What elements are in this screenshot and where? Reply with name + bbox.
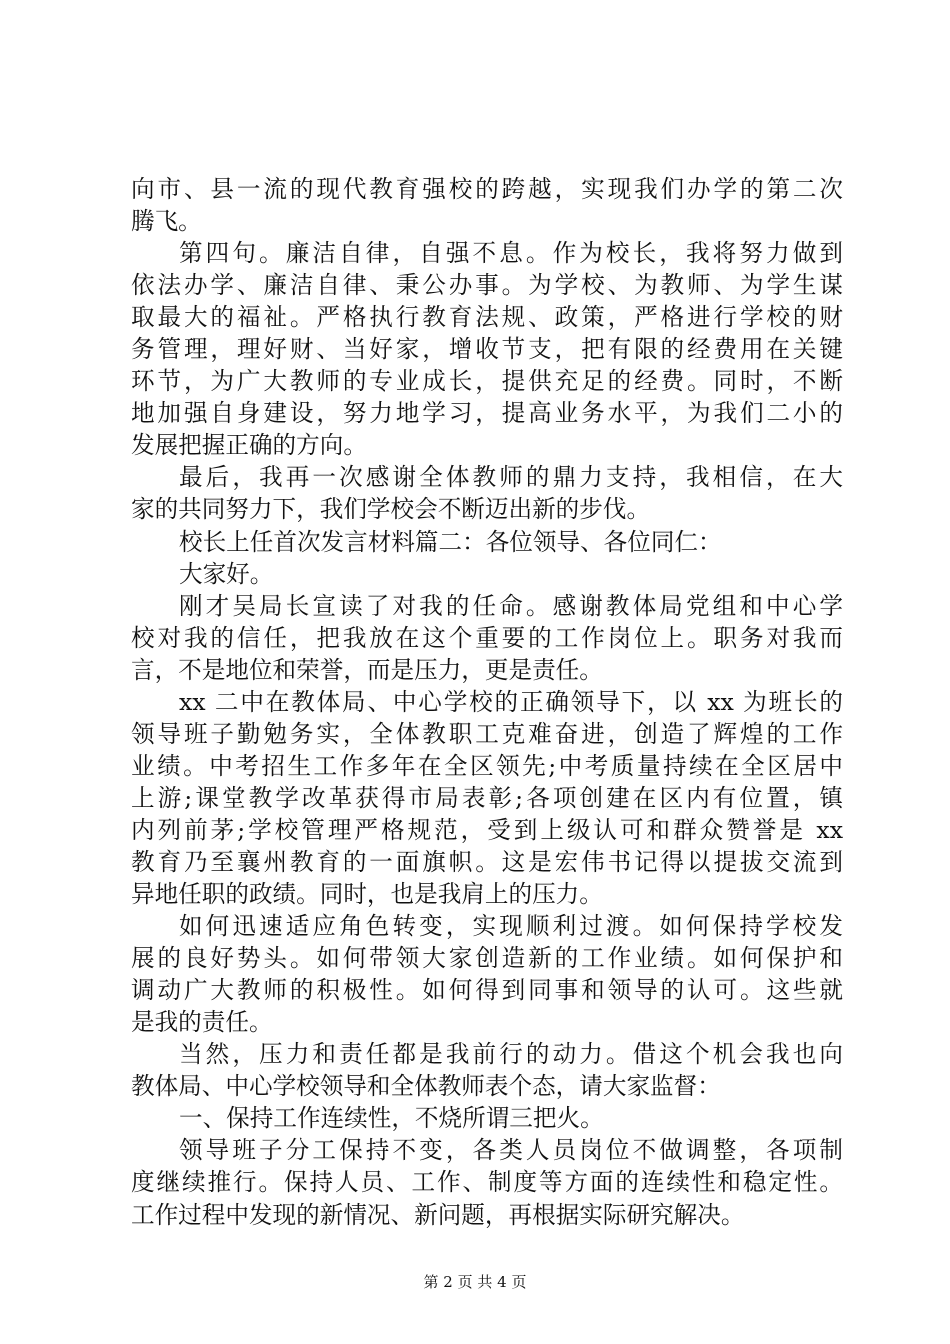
- text-line: 上游;课堂教学改革获得市局表彰;各项创建在区内有位置，镇: [131, 783, 843, 812]
- paragraph-first-line: 刚才吴局长宣读了对我的任命。感谢教体局党组和中心学: [179, 591, 843, 620]
- text-line: 展的良好势头。如何带领大家创造新的工作业绩。如何保护和: [131, 944, 843, 973]
- section-heading: 一、保持工作连续性，不烧所谓三把火。: [179, 1104, 604, 1133]
- section-heading: 校长上任首次发言材料篇二：各位领导、各位同仁：: [179, 527, 722, 556]
- text-line: 校对我的信任，把我放在这个重要的工作岗位上。职务对我而: [131, 623, 843, 652]
- text-line: 工作过程中发现的新情况、新问题，再根据实际研究解决。: [131, 1200, 745, 1229]
- text-line: 环节，为广大教师的专业成长，提供充足的经费。同时，不断: [131, 367, 843, 396]
- text-line: 业绩。中考招生工作多年在全区领先;中考质量持续在全区居中: [131, 751, 843, 780]
- text-line: 是我的责任。: [131, 1008, 273, 1037]
- text-line: 腾飞。: [131, 207, 202, 236]
- paragraph-first-line: 当然，压力和责任都是我前行的动力。借这个机会我也向: [179, 1040, 843, 1069]
- paragraph-first-line: 领导班子分工保持不变，各类人员岗位不做调整，各项制: [179, 1136, 843, 1165]
- paragraph-first-line: 第四句。廉洁自律，自强不息。作为校长，我将努力做到: [179, 239, 843, 268]
- paragraph-first-line: xx 二中在教体局、中心学校的正确领导下，以 xx 为班长的: [179, 687, 843, 716]
- text-line: 教育乃至襄州教育的一面旗帜。这是宏伟书记得以提拔交流到: [131, 847, 843, 876]
- paragraph-first-line: 如何迅速适应角色转变，实现顺利过渡。如何保持学校发: [179, 912, 843, 941]
- text-line: 家的共同努力下，我们学校会不断迈出新的步伐。: [131, 495, 651, 524]
- text-line: 地加强自身建设，努力地学习，提高业务水平，为我们二小的: [131, 399, 843, 428]
- paragraph-first-line: 最后，我再一次感谢全体教师的鼎力支持，我相信，在大: [179, 463, 843, 492]
- text-line: 取最大的福祉。严格执行教育法规、政策，严格进行学校的财: [131, 303, 843, 332]
- text-line: 发展把握正确的方向。: [131, 431, 367, 460]
- text-line: 领导班子勤勉务实，全体教职工克难奋进，创造了辉煌的工作: [131, 719, 843, 748]
- text-line: 异地任职的政绩。同时，也是我肩上的压力。: [131, 880, 603, 909]
- text-line: 言，不是地位和荣誉，而是压力，更是责任。: [131, 655, 603, 684]
- text-line: 务管理，理好财、当好家，增收节支，把有限的经费用在关键: [131, 335, 843, 364]
- text-line: 教体局、中心学校领导和全体教师表个态，请大家监督：: [131, 1072, 721, 1101]
- page-number-footer: 第 2 页 共 4 页: [423, 1273, 527, 1291]
- text-line: 向市、县一流的现代教育强校的跨越，实现我们办学的第二次: [131, 175, 843, 203]
- text-line: 依法办学、廉洁自律、秉公办事。为学校、为教师、为学生谋: [131, 271, 843, 300]
- text-line: 度继续推行。保持人员、工作、制度等方面的连续性和稳定性。: [131, 1168, 843, 1197]
- text-line: 调动广大教师的积极性。如何得到同事和领导的认可。这些就: [131, 976, 843, 1005]
- text-line: 内列前茅;学校管理严格规范，受到上级认可和群众赞誉是 xx: [131, 815, 843, 844]
- document-body: [131, 173, 843, 1231]
- greeting-line: 大家好。: [179, 559, 274, 588]
